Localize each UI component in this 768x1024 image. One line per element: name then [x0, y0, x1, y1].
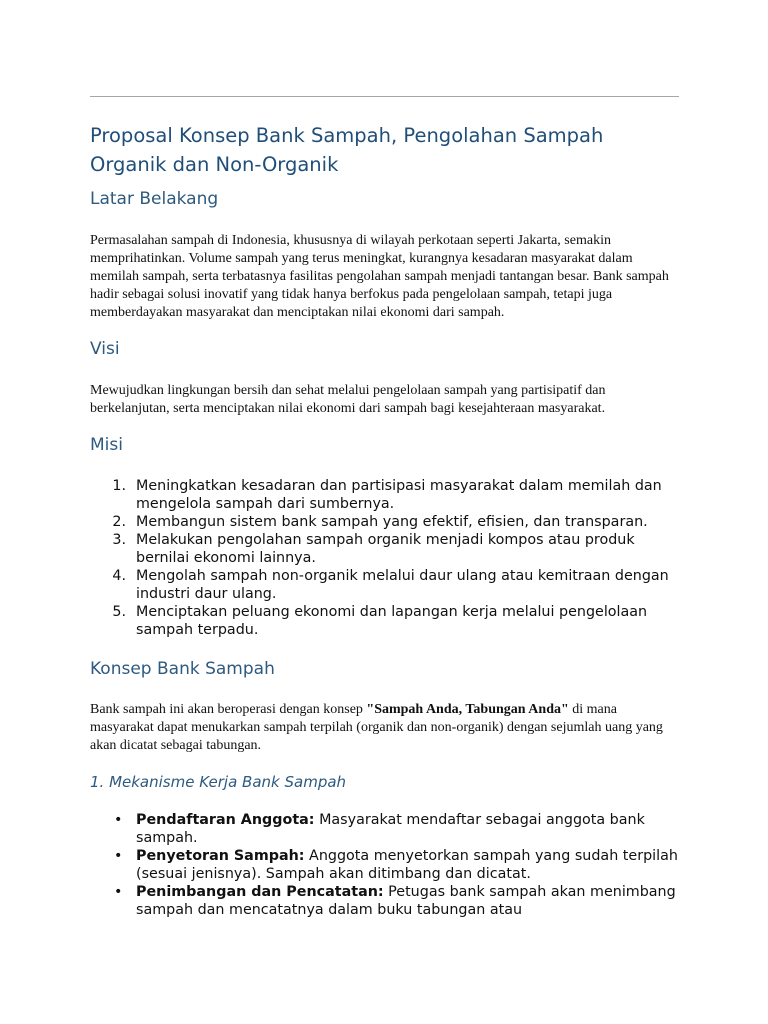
- list-item: [90, 567, 680, 603]
- mekanisme-list: [90, 811, 680, 919]
- list-item-label: Penimbangan dan Pencatatan:: [136, 884, 384, 900]
- paragraph-konsep: [90, 701, 680, 755]
- list-item: [90, 513, 680, 531]
- list-item-text: Meningkatkan kesadaran dan partisipasi masyarakat dalam memilah dan mengelola sampah dari sumbernya.: [136, 478, 662, 512]
- list-number: 5.: [112, 604, 126, 620]
- list-item-text: Mengolah sampah non-organik melalui daur ulang atau kemitraan dengan industri daur ulang.: [136, 568, 669, 602]
- bullet-icon: •: [114, 812, 123, 828]
- konsep-slogan: "Sampah Anda, Tabungan Anda": [366, 702, 569, 717]
- list-number: 4.: [112, 568, 126, 584]
- paragraph-latar-belakang: Permasalahan sampah di Indonesia, khususnya di wilayah perkotaan seperti Jakarta, semakin memprihatinkan. Volume sampah yang terus meningkat, kurangnya kesadaran masyarakat dalam memilah sampah, serta terbatasnya fasilitas pengolahan sampah menjadi tantangan besar. Bank sampah hadir sebagai solusi inovatif yang tidak hanya berfokus pada pengelolaan sampah, tetapi juga memberdayakan masyarakat dan menciptakan nilai ekonomi dari sampah.: [90, 233, 669, 320]
- heading-konsep-bank-sampah: Konsep Bank Sampah: [90, 659, 275, 679]
- list-number: 1.: [112, 478, 126, 494]
- konsep-text-after: di mana masyarakat dapat menukarkan sampah terpilah (organik dan non-organik) dengan sejumlah uang yang akan dicatat sebagai tabungan.: [90, 702, 663, 753]
- list-number: 3.: [112, 532, 126, 548]
- heading-latar-belakang: Latar Belakang: [90, 189, 219, 209]
- list-item: [90, 603, 680, 639]
- list-item-text: Petugas bank sampah akan menimbang sampah dan mencatatnya dalam buku tabungan atau: [136, 884, 676, 918]
- list-item: [90, 883, 680, 919]
- list-item-text: Masyarakat mendaftar sebagai anggota bank sampah.: [136, 812, 645, 846]
- konsep-text-before: Bank sampah ini akan beroperasi dengan konsep: [90, 702, 367, 717]
- list-number: 2.: [112, 514, 126, 530]
- list-item: [90, 477, 680, 513]
- list-item-text: Menciptakan peluang ekonomi dan lapangan kerja melalui pengelolaan sampah terpadu.: [136, 604, 648, 638]
- list-item-text: Anggota menyetorkan sampah yang sudah terpilah (sesuai jenisnya). Sampah akan ditimbang dan dicatat.: [136, 848, 678, 882]
- heading-visi: Visi: [90, 339, 120, 359]
- list-item: [90, 847, 680, 883]
- top-divider: [90, 96, 679, 97]
- list-item-label: Penyetoran Sampah:: [136, 848, 305, 864]
- bullet-icon: •: [114, 884, 123, 900]
- heading-misi: Misi: [90, 435, 123, 455]
- heading-mekanisme: 1. Mekanisme Kerja Bank Sampah: [90, 773, 347, 791]
- list-item: [90, 531, 680, 567]
- list-item-text: Melakukan pengolahan sampah organik menjadi kompos atau produk bernilai ekonomi lainnya.: [136, 532, 635, 566]
- list-item: [90, 811, 680, 847]
- document-title: Proposal Konsep Bank Sampah, Pengolahan Sampah Organik dan Non-Organik: [90, 124, 604, 176]
- misi-list: [90, 477, 680, 639]
- list-item-text: Membangun sistem bank sampah yang efektif, efisien, dan transparan.: [136, 514, 648, 530]
- bullet-icon: •: [114, 848, 123, 864]
- list-item-label: Pendaftaran Anggota:: [136, 812, 315, 828]
- paragraph-visi: Mewujudkan lingkungan bersih dan sehat melalui pengelolaan sampah yang partisipatif dan berkelanjutan, serta menciptakan nilai ekonomi dari sampah bagi kesejahteraan masyarakat.: [90, 383, 606, 416]
